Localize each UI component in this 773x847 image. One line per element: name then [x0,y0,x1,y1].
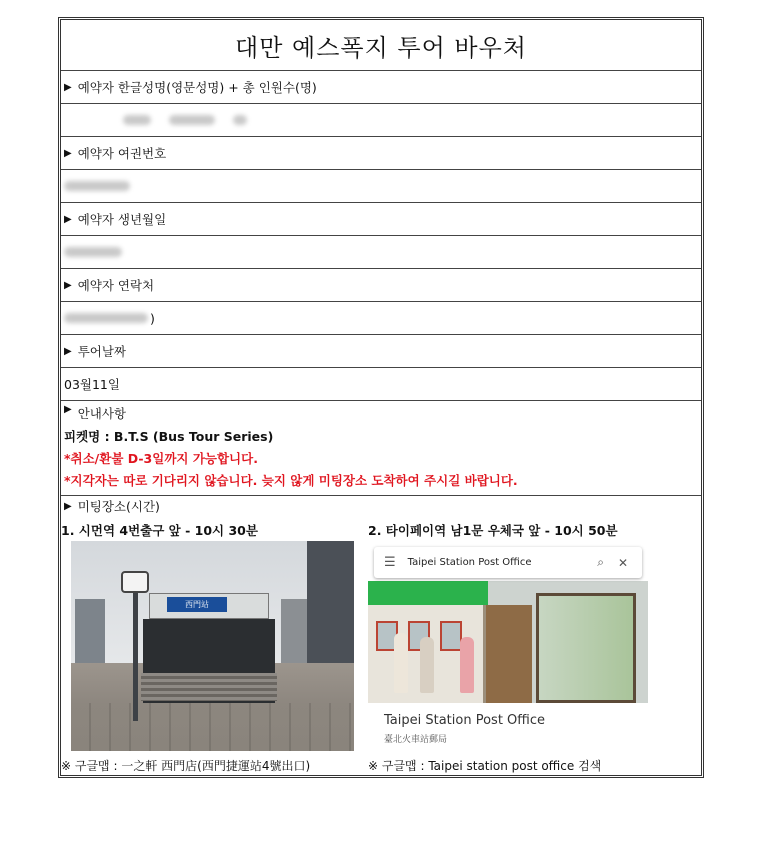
passport-value-row [61,170,701,203]
meeting-label: 미팅장소(시간) [77,499,160,514]
redacted-value [64,313,148,323]
birthdate-label: 예약자 생년월일 [77,212,167,227]
name-value-row [61,104,701,137]
place-card [368,703,648,751]
contact-label: 예약자 연락처 [77,278,155,293]
redacted-value [64,247,122,257]
meeting-place-2-caption: ※ 구글맵 : Taipei station post office 검색 [368,759,602,773]
triangle-right-icon: ▶ [64,81,72,93]
close-icon[interactable]: ✕ [617,555,628,570]
triangle-right-icon: ▶ [64,404,72,415]
search-icon[interactable]: ⌕ [597,555,604,569]
passport-label-row [61,137,701,170]
passport-label: 예약자 여권번호 [77,146,167,161]
menu-icon[interactable]: ☰ [384,555,396,570]
voucher [58,17,704,778]
place-name-cn: 臺北火車站郵局 [384,735,448,745]
redacted-value [169,115,215,125]
triangle-right-icon: ▶ [64,345,72,357]
name-label: 예약자 한글성명(영문성명) + 총 인원수(명) [77,80,317,95]
contact-label-row [61,269,701,302]
notice-label: 안내사항 [77,406,127,421]
tour-date-value: 03월11일 [64,377,120,392]
contact-value-tail: ) [150,310,155,326]
cancel-policy: *취소/환불 D-3일까지 가능합니다. [64,451,258,466]
triangle-right-icon: ▶ [64,147,72,159]
metro-logo-icon [121,571,149,593]
meeting-label-row [61,496,701,516]
tour-date-label: 투어날짜 [77,344,127,359]
redacted-value [233,115,247,125]
name-label-row [61,71,701,104]
triangle-right-icon: ▶ [64,213,72,225]
meeting-place-1-caption: ※ 구글맵 : 一之軒 西門店(西門捷運站4號出口) [61,759,311,773]
birthdate-value-row [61,236,701,269]
voucher-title: 대만 예스폭지 투어 바우처 [61,20,701,71]
map-search-query[interactable]: Taipei Station Post Office [407,557,532,568]
triangle-right-icon: ▶ [64,500,72,512]
meeting-place-1-heading: 1. 시먼역 4번출구 앞 - 10시 30분 [61,523,258,538]
redacted-value [64,181,130,191]
station-sign: 西門站 [167,597,227,612]
tour-date-label-row [61,335,701,368]
place-name: Taipei Station Post Office [384,713,545,728]
ximen-station-exit-photo [71,541,354,751]
meeting-place-2-heading: 2. 타이페이역 남1문 우체국 앞 - 10시 50분 [368,523,618,538]
post-office-map-photo [368,541,648,751]
tour-date-value-row [61,368,701,401]
map-search-bar[interactable] [374,547,642,578]
ticket-name: 피켓명 : B.T.S (Bus Tour Series) [64,429,274,444]
triangle-right-icon: ▶ [64,279,72,291]
birthdate-label-row [61,203,701,236]
redacted-value [123,115,151,125]
contact-value-row [61,302,701,335]
late-policy: *지각자는 따로 기다리지 않습니다. 늦지 않게 미팅장소 도착하여 주시길 바랍니다. [64,473,518,488]
